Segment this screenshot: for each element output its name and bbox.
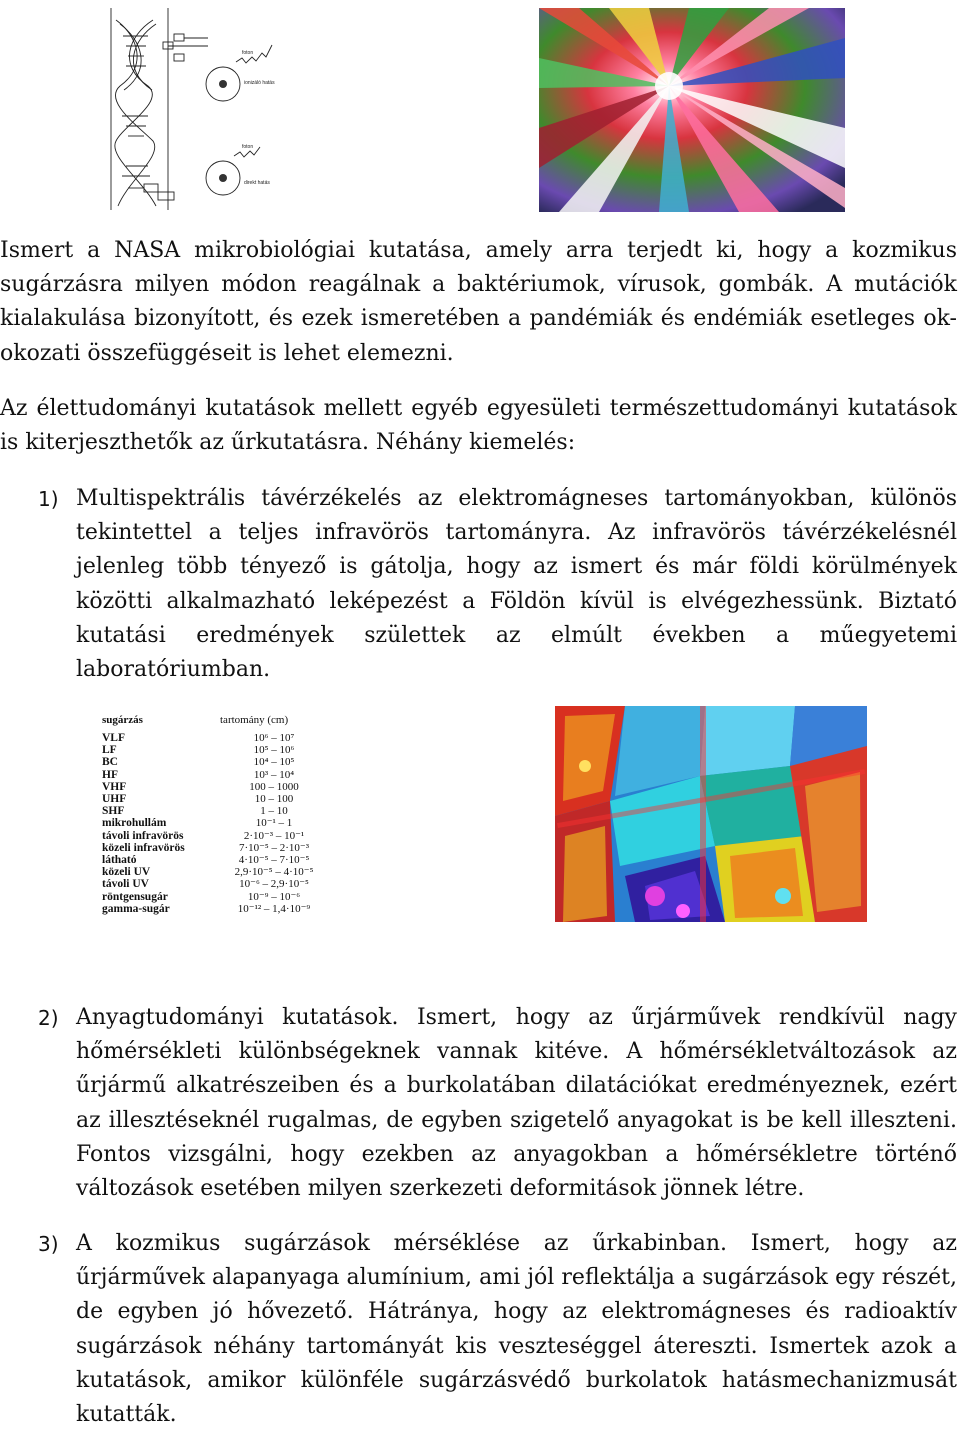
list-text-3: A kozmikus sugárzások mérséklése az űrkabinban. Ismert, hogy az űrjárművek alapanyaga alumínium, ami jól reflektálja a sugárzások egy részét, de egyben jó hővezető. Hátránya, hogy az elektromágneses és radioaktív sugárzások néhány tartományát kis veszteséggel átereszti. Ismertek azok a kutatások, amikor különféle sugárzásvédő burkolatok hatásmechanizmusát kutatták.: [76, 1231, 957, 1428]
table-row-range: 10 – 100: [254, 793, 294, 806]
table-row-range: 7·10⁻⁵ – 2·10⁻³: [238, 841, 310, 854]
table-row-range: 10⁻¹² – 1,4·10⁻⁹: [237, 902, 311, 915]
table-row-range: 10⁻⁹ – 10⁻⁶: [247, 890, 301, 903]
table-row-name: röntgensugár: [102, 890, 168, 903]
table-row-range: 1 – 10: [260, 805, 288, 818]
table-row-name: UHF: [102, 793, 127, 806]
table-row-range: 10⁴ – 10⁵: [253, 756, 295, 769]
table-row-range: 2·10⁻³ – 10⁻¹: [243, 829, 305, 842]
list-item-2: [0, 1001, 957, 1206]
list-text-2: Anyagtudományi kutatások. Ismert, hogy az űrjárművek rendkívül nagy hőmérsékleti különbségeknek vannak kitéve. A hőmérsékletváltozások az űrjármű alkatrészeiben és a burkolatában dilatációkat eredményeznek, ezért az illesztéseknél rugalmas, de egyben szigetelő anyagokat is be kell illeszteni. Fontos vizsgálni, hogy ezekben az anyagokban a hőmérsékletre történő változások esetében milyen szerkezeti deformitások jönnek létre.: [76, 1005, 957, 1202]
dna-label-direct: direkt hatás: [244, 180, 270, 186]
dna-radiation-diagram: [108, 6, 278, 212]
table-row-name: közeli UV: [102, 866, 151, 879]
list-number-2: 2): [38, 1006, 59, 1030]
table-row-name: VHF: [102, 780, 127, 793]
table-row-name: BC: [102, 756, 118, 769]
table-row-range: 10⁶ – 10⁷: [253, 732, 295, 744]
radiation-range-table: [98, 710, 338, 920]
paragraph-nasa: Ismert a NASA mikrobiológiai kutatása, amely arra terjedt ki, hogy a kozmikus sugárzásra milyen módon reagálnak a baktériumok, vírusok, gombák. A mutációk kialakulása bizonyított, és ezek ismeretében a pandémiák és endémiák esetleges ok-okozati összefüggéseit is lehet elemezni.: [0, 238, 957, 366]
dna-label-foton-2: foton: [242, 144, 254, 150]
list-item-3: [0, 1227, 957, 1432]
table-row-range: 10⁻⁶ – 2,9·10⁻⁵: [239, 878, 309, 891]
radial-burst-image: [539, 8, 845, 212]
table-row-range: 2,9·10⁻⁵ – 4·10⁻⁵: [234, 866, 314, 879]
table-row-name: távoli infravörös: [102, 829, 184, 842]
list-number-3: 3): [38, 1232, 59, 1256]
table-row-range: 10³ – 10⁴: [253, 768, 295, 781]
table-row-name: LF: [102, 744, 117, 757]
infrared-thermal-image: [555, 706, 867, 922]
table-row-range: 100 – 1000: [249, 780, 299, 793]
table-row-name: SHF: [102, 805, 125, 818]
table-row-name: mikrohullám: [102, 817, 167, 830]
table-row-name: HF: [102, 768, 118, 781]
list-item-1: [0, 482, 957, 687]
table-row-name: látható: [102, 854, 137, 867]
dna-label-foton-1: foton: [242, 50, 254, 56]
table-row-range: 10⁵ – 10⁶: [253, 744, 295, 757]
table-row-name: VLF: [102, 732, 125, 744]
table-header-range: tartomány (cm): [220, 714, 289, 726]
list-text-1: Multispektrális távérzékelés az elektromágneses tartományokban, különös tekintettel a teljes infravörös tartományra. Az infravörös távérzékelésnél jelenleg több tényező is gátolja, hogy az ismert és már földi körülmények közötti alkalmazható leképezést a Földön kívül is elvégezhessünk. Biztató kutatási eredmények születtek az elmúlt években a műegyetemi laboratóriumban.: [76, 486, 957, 683]
table-header-radiation: sugárzás: [102, 714, 143, 726]
table-row-name: gamma-sugár: [102, 902, 170, 915]
table-row-name: közeli infravörös: [102, 841, 185, 854]
paragraph-life-sciences: Az élettudományi kutatások mellett egyéb egyesületi természettudományi kutatások is kiterjeszthetők az űrkutatásra. Néhány kiemelés:: [0, 396, 957, 456]
list-number-1: 1): [38, 487, 59, 511]
table-row-name: távoli UV: [102, 878, 149, 891]
dna-label-ionizing: ionizáló hatás: [244, 80, 275, 86]
table-row-range: 10⁻¹ – 1: [255, 817, 293, 830]
table-row-range: 4·10⁻⁵ – 7·10⁻⁵: [238, 854, 310, 867]
